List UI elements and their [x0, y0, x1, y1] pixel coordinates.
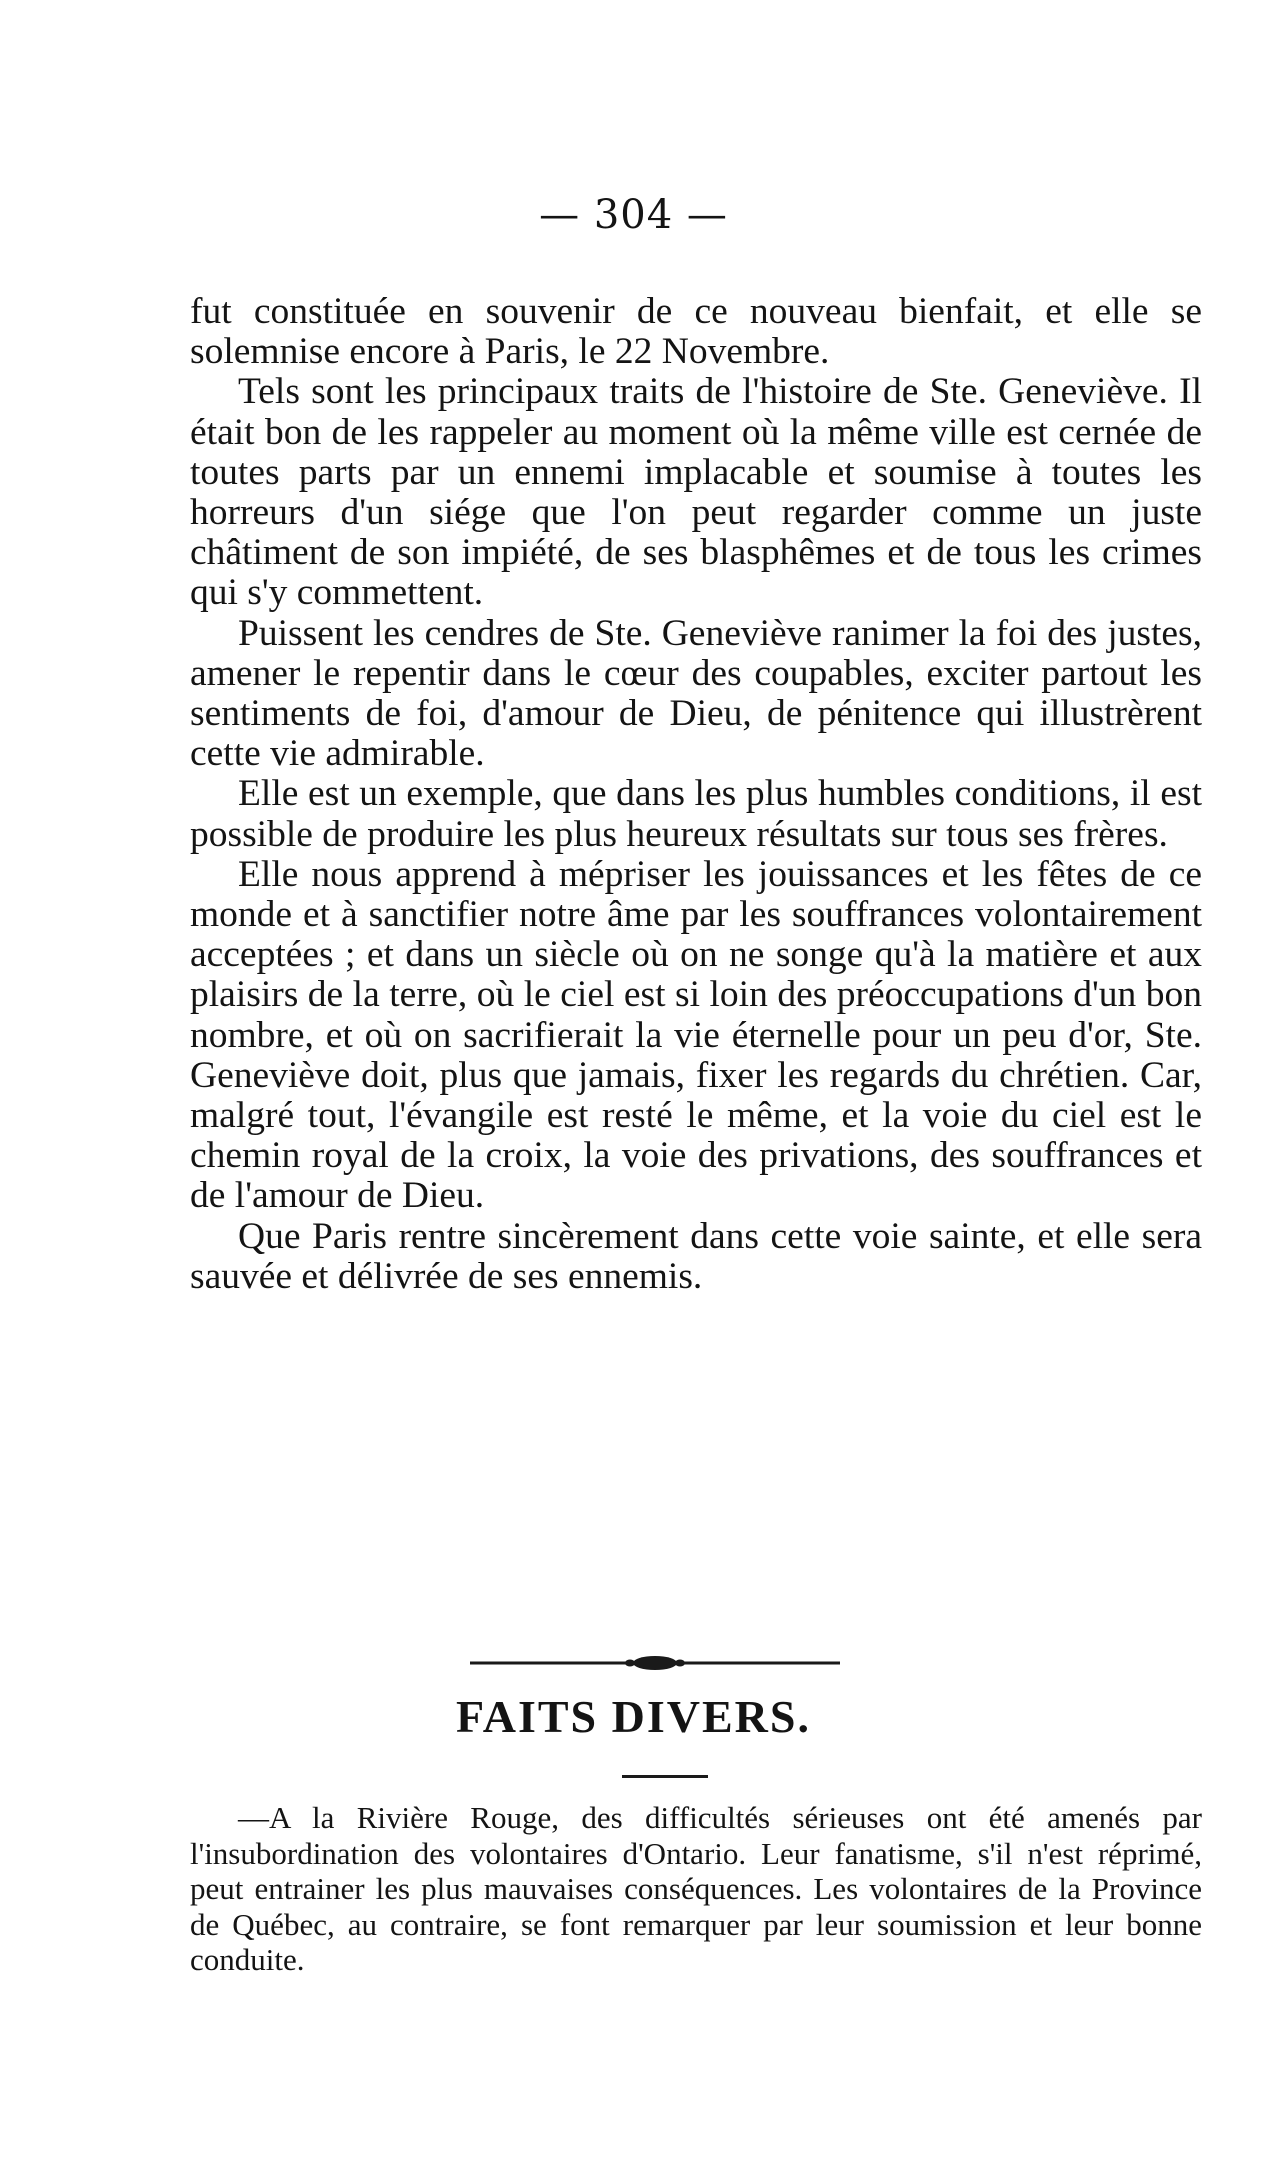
paragraph: Tels sont les principaux traits de l'histoire de Ste. Geneviève. Il était bon de les rappeler au moment où la même ville est cernée de toutes parts par un ennemi implacable et soumise à toutes les horreurs d'un siége que l'on peut regarder comme un juste châtiment de son impiété, de ses blasphêmes et de tous les crimes qui s'y commettent. — [190, 371, 1202, 614]
paragraph: fut constituée en souvenir de ce nouveau bienfait, et elle se solemnise encore à Paris, le 22 Novembre. — [190, 291, 1202, 373]
section-title: FAITS DIVERS. — [456, 1691, 811, 1742]
paragraph: Elle est un exemple, que dans les plus humbles conditions, il est possible de produire les plus heureux résultats sur tous ses frères. — [190, 773, 1202, 855]
news-text — [190, 1800, 1202, 1978]
paragraph: Puissent les cendres de Ste. Geneviève ranimer la foi des justes, amener le repentir dans le cœur des coupables, exciter partout les sentiments de foi, d'amour de Dieu, de pénitence qui illustrèrent cette vie admirable. — [190, 612, 1202, 775]
paragraph: Que Paris rentre sincèrement dans cette voie sainte, et elle sera sauvée et délivrée de ses ennemis. — [190, 1215, 1202, 1297]
page-number: — 304 — — [539, 192, 728, 238]
news-paragraph: —A la Rivière Rouge, des difficultés sérieuses ont été amenés par l'insubordination des volontaires d'Ontario. Leur fanatisme, s'il n'est réprimé, peut entrainer les plus mauvaises conséquences. Les volontaires de la Province de Québec, au contraire, se font remarquer par leur soumission et leur bonne conduite. — [190, 1800, 1202, 1978]
ornamental-divider — [470, 1653, 840, 1673]
title-underline — [622, 1775, 708, 1778]
paragraph: Elle nous apprend à mépriser les jouissances et les fêtes de ce monde et à sanctifier notre âme par les souffrances volontairement acceptées ; et dans un siècle où on ne songe qu'à la matière et aux plaisirs de la terre, où le ciel est si loin des préoccupations d'un bon nombre, et où on sacrifierait la vie éternelle pour un peu d'or, Ste. Geneviève doit, plus que jamais, fixer les regards du chrétien. Car, malgré tout, l'évangile est resté le même, et la voie du ciel est le chemin royal de la croix, la voie des privations, des souffrances et de l'amour de Dieu. — [190, 853, 1202, 1217]
main-text — [190, 292, 1202, 1297]
